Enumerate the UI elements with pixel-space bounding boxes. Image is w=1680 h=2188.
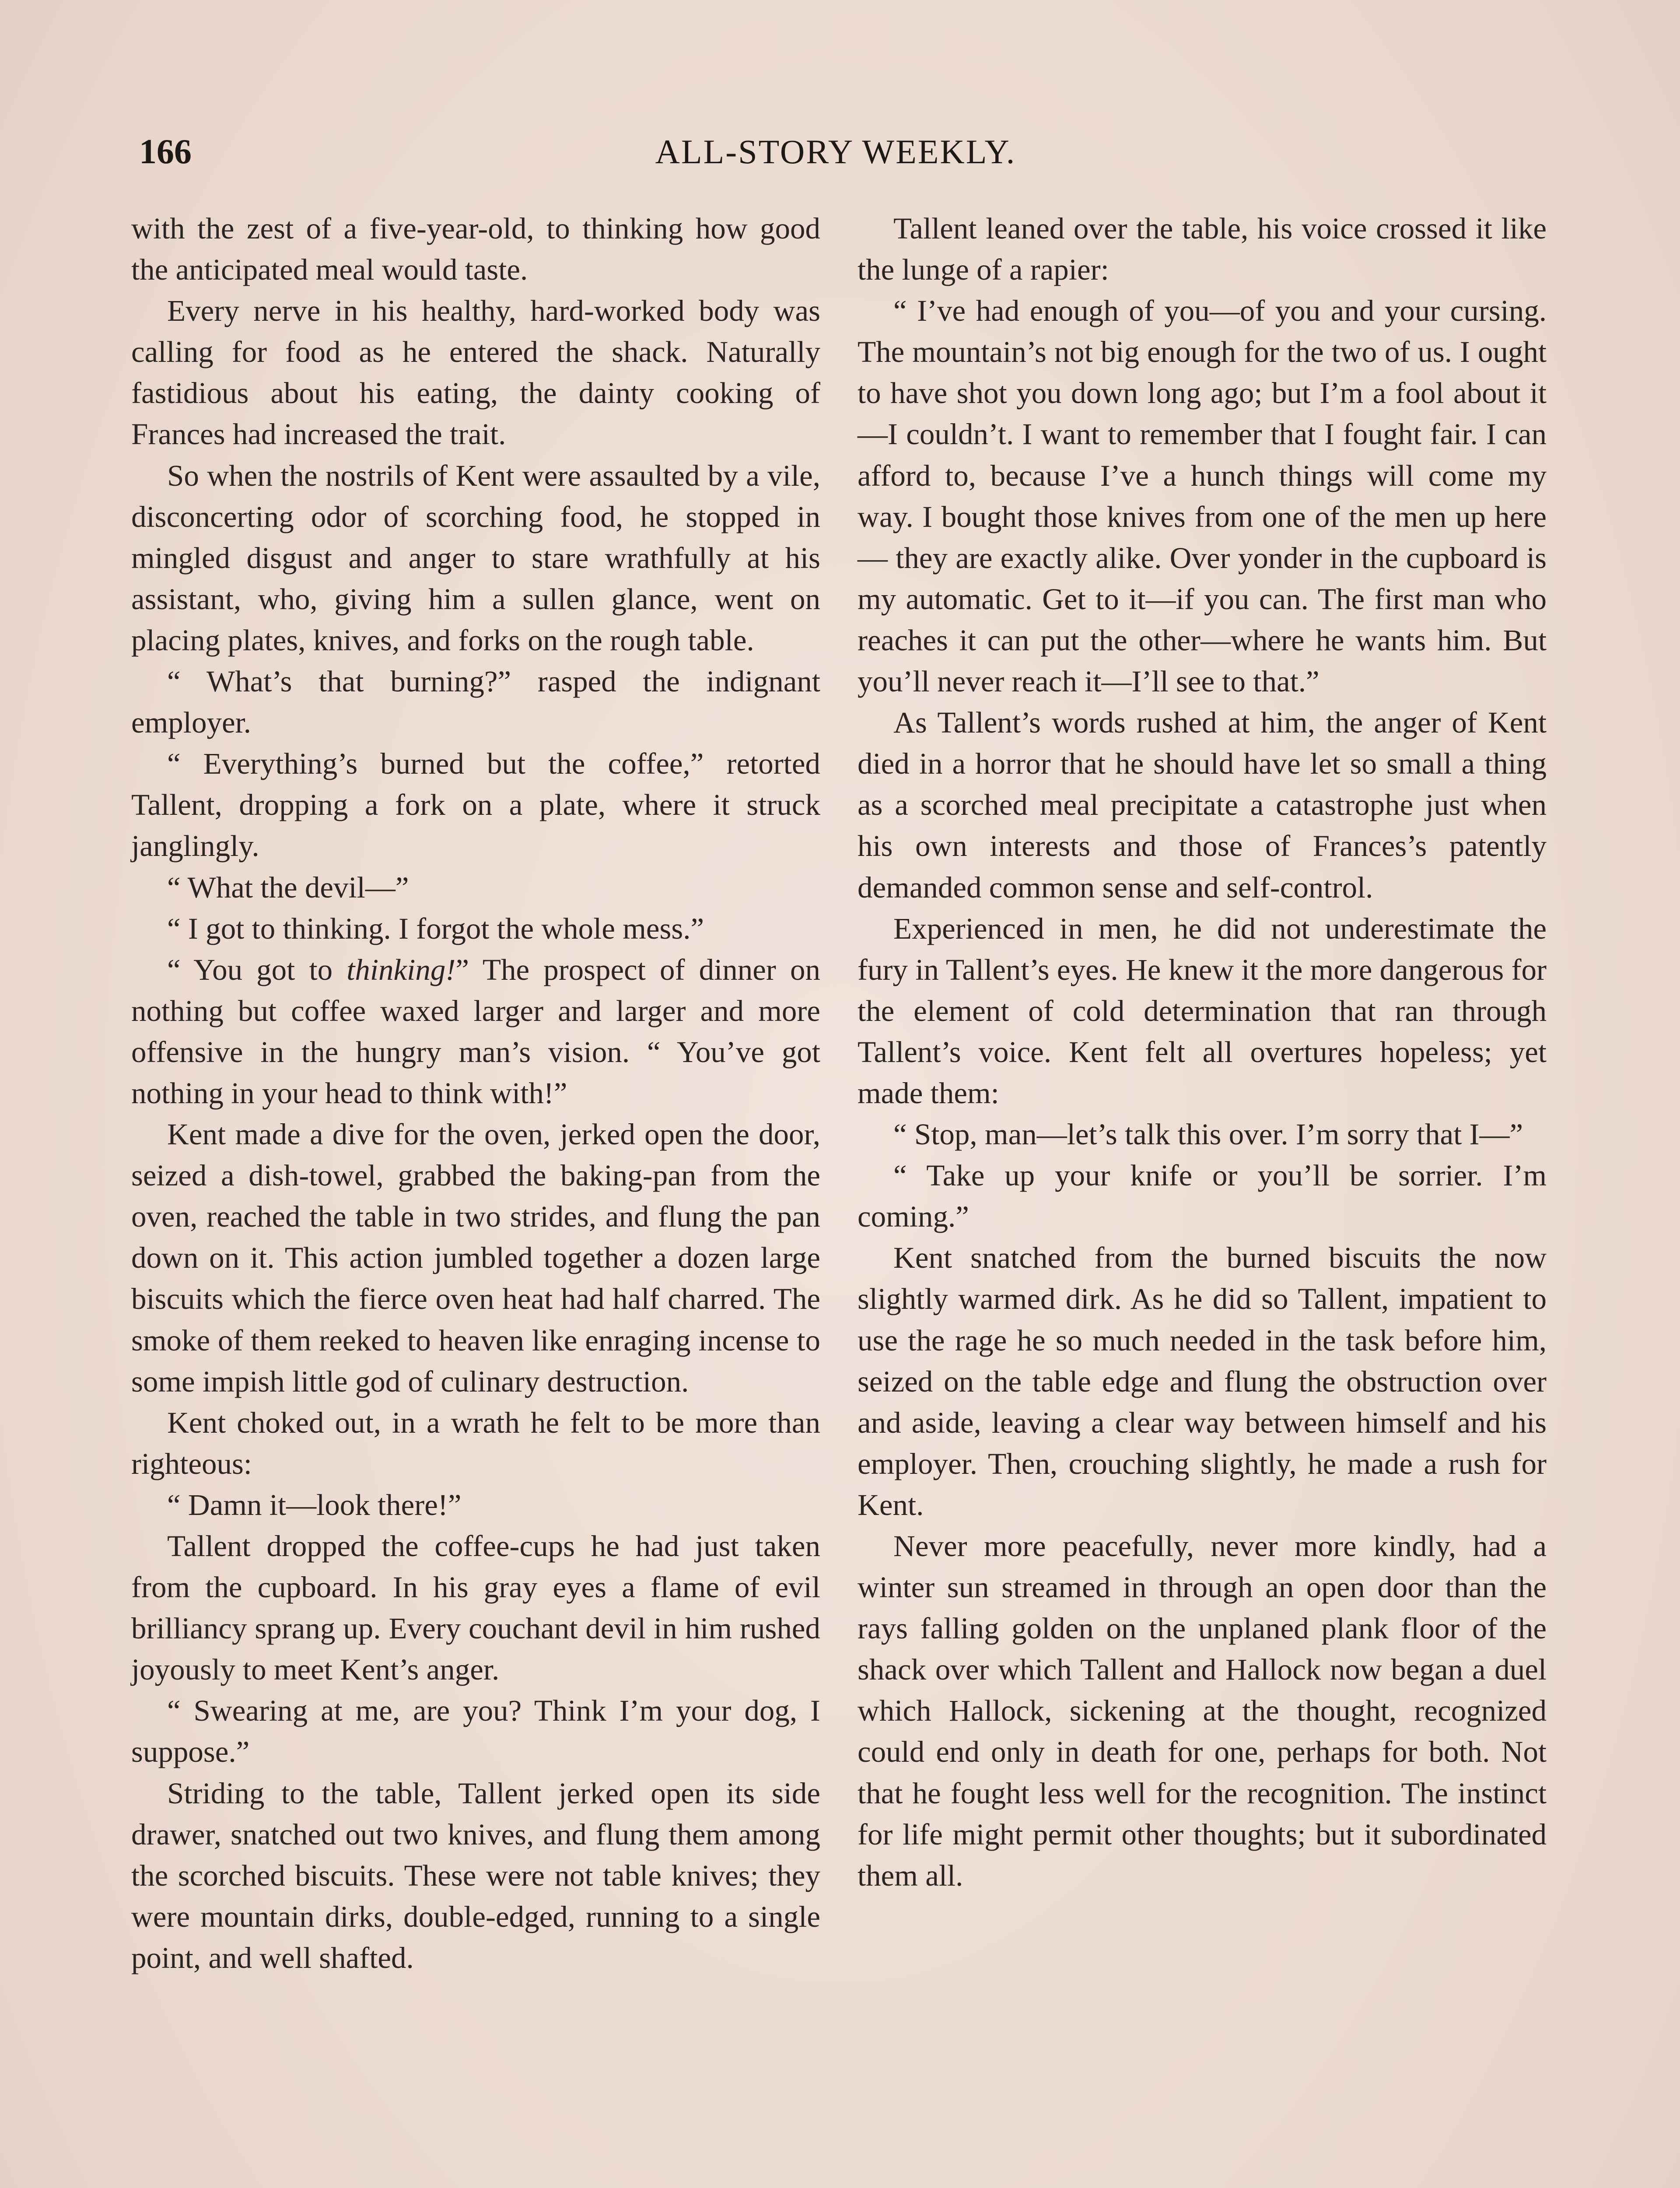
italic-thinking: thinking! — [346, 953, 456, 986]
paragraph: “ Everything’s burned but the coffee,” retorted Tallent, dropping a fork on a plate, where it struck janglingly. — [131, 747, 820, 863]
paragraph: As Tallent’s words rushed at him, the anger of Kent died in a horror that he should have let so small a thing as a scorched meal precipitate a catastrophe just when his own interests and those of Frances’s patently demanded common sense and self-control. — [858, 706, 1547, 904]
quote-rest: ” The prospect of dinner on nothing but coffee waxed — [131, 953, 820, 1027]
paragraph-continuation: larger and larger and more offensive in the hungry man’s vision. “ You’ve got nothing in your head to think with!” — [131, 994, 820, 1110]
right-column — [858, 208, 1547, 1896]
paragraph: Tallent dropped the coffee-cups he had just taken from the cupboard. In his gray eyes a flame of evil brilliancy sprang up. Every couchant devil in him rushed joyously to meet Kent’s anger. — [131, 1529, 820, 1687]
paragraph: “ Swearing at me, are you? Think I’m your dog, I suppose.” — [131, 1694, 820, 1769]
paragraph: “ What the devil—” — [167, 870, 409, 904]
paragraph: “ Take up your knife or you’ll be sorrier. I’m coming.” — [858, 1159, 1547, 1234]
paragraph: “ Stop, man—let’s talk this over. I’m sorry that I—” — [893, 1118, 1523, 1151]
paragraph: Kent snatched from the burned biscuits the now slightly warmed dirk. As he did so Tallent, impatient to use the rage he so much needed in the task before him, seized on the table edge and flung the obstruction over and aside, leaving a clear way between himself and his employer. Then, crouching slightly, he made a rush for Kent. — [858, 1241, 1547, 1522]
paragraph: Striding to the table, Tallent jerked open its side drawer, snatched out two knives, and flung them among the scorched biscuits. These were not table knives; they were mountain dirks, double-edged, running to a single point, and well shafted. — [131, 1776, 820, 1974]
paragraph: Every nerve in his healthy, hard-worked body was calling for food as he entered the shack. Naturally fastidious about his eating, the dainty cooking of Frances had increased the trait. — [131, 294, 820, 451]
paragraph: Tallent leaned over the table, his voice crossed it like the lunge of a rapier: — [858, 212, 1547, 287]
paragraph: “ What’s that burning?” rasped the indignant employer. — [131, 665, 820, 740]
page-header — [131, 128, 1540, 176]
paragraph: Never more peacefully, never more kindly, had a winter sun streamed in through an open door than the rays falling golden on the unplaned plank floor of the shack over which Tallent and Hallock now began a duel which Hallock, sickening at the thought, recognized could end only in death for one, perhaps for both. Not that he fought less well for the recognition. The instinct for life might permit other thoughts; but it subordinated them all. — [858, 1529, 1547, 1892]
paragraph: “ Damn it—look there!” — [167, 1488, 462, 1522]
quote-open: “ You got to — [167, 953, 347, 986]
paragraph: with the zest of a five-year-old, to thinking how good the anticipated meal would taste. — [131, 212, 820, 287]
paragraph: “ I got to thinking. I forgot the whole mess.” — [167, 912, 704, 945]
paragraph: So when the nostrils of Kent were assaulted by a vile, disconcerting odor of scorching food, he stopped in mingled disgust and anger to stare wrathfully at his assistant, who, giving him a sullen glance, went on placing plates, knives, and forks on the rough table. — [131, 459, 820, 657]
page-number: 166 — [139, 133, 192, 171]
paragraph: Kent made a dive for the oven, jerked open the door, seized a dish-towel, grabbed the baking-pan from the oven, reached the table in two strides, and flung the pan down on it. This action jumbled together a dozen large biscuits which the fierce oven heat had half charred. The smoke of them reeked to heaven like enraging incense to some impish little god of culinary destruction. — [131, 1118, 820, 1398]
paragraph: Kent choked out, in a wrath he felt to be more than righteous: — [131, 1406, 820, 1480]
paragraph-thinking — [131, 949, 820, 1114]
running-title: ALL-STORY WEEKLY. — [655, 133, 1016, 171]
paragraph: “ I’ve had enough of you—of you and your cursing. The mountain’s not big enough for the two of us. I ought to have shot you down long ago; but I’m a fool about it—I couldn’t. I want to remember that I fought fair. I can afford to, because I’ve a hunch things will come my way. I bought those knives from one of the men up here— they are exactly alike. Over yonder in the cupboard is my automatic. Get to it—if you can. The first man who reaches it can put the other—where he wants him. But you’ll never reach it—I’ll see to that.” — [858, 294, 1547, 698]
paragraph: Experienced in men, he did not underestimate the fury in Tallent’s eyes. He knew it the more dangerous for the element of cold determination that ran through Tallent’s voice. Kent felt all overtures hopeless; yet made them: — [858, 912, 1547, 1110]
left-column — [131, 208, 820, 1978]
